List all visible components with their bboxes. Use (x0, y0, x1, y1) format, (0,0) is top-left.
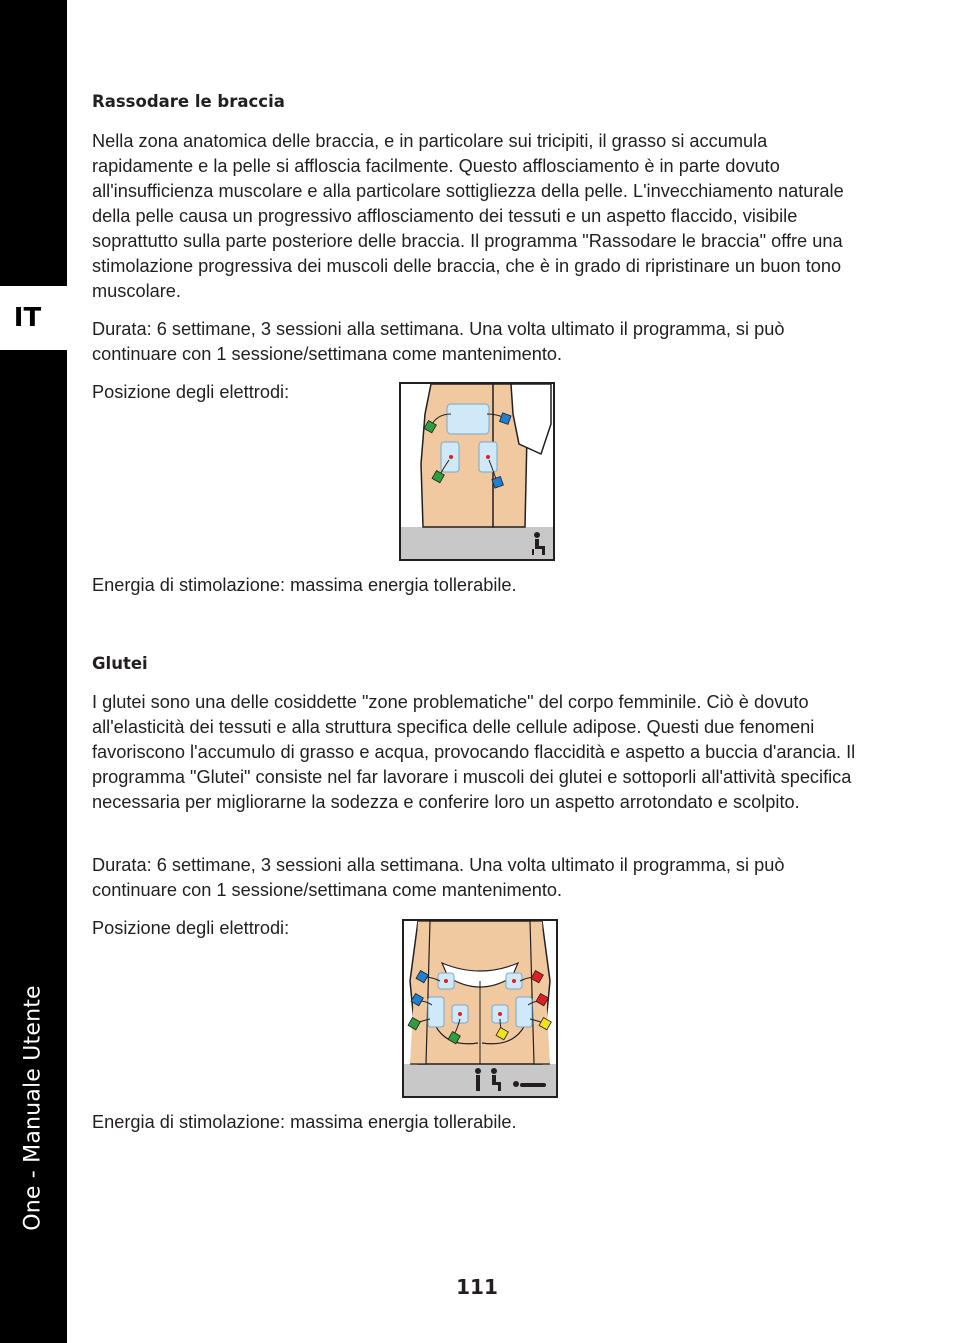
floor-area (401, 527, 553, 559)
section-arms-energy: Energia di stimolazione: massima energia tollerabile. (92, 575, 517, 595)
motor-point (486, 455, 490, 459)
glutes-electrode-figure (402, 919, 558, 1098)
section-arms-duration: Durata: 6 settimane, 3 sessioni alla settimana. Una volta ultimato il programma, si può continuare con 1 sessione/settimana come mantenimento. (92, 319, 785, 364)
language-tab: IT (0, 286, 67, 350)
motor-point (458, 1012, 462, 1016)
motor-point (449, 455, 453, 459)
section-heading-arms: Rassodare le braccia (92, 92, 285, 111)
arms-electrode-illustration (401, 384, 553, 559)
page-number: 111 (456, 1275, 498, 1299)
section-glutes-intro: I glutei sono una delle cosiddette "zone problematiche" del corpo femminile. Ciò è dovuto all'elasticità dei tessuti e alla struttura specifica delle cellule adipose. Questi due fenomeni favoriscono l'accumulo di grasso e acqua, provocando flaccidità e aspetto a buccia d'arancia. Il programma "Glutei" consiste nel far lavorare i muscoli dei glutei e sottoporli all'attività specifica necessaria per migliorarne la sodezza e conferire loro un aspetto arrotondato e scolpito. (92, 692, 856, 812)
electrode-pad (428, 997, 444, 1027)
glutes-electrode-illustration (404, 921, 556, 1096)
motor-point (444, 979, 448, 983)
sidebar (0, 0, 67, 1343)
electrode-pad (516, 997, 532, 1027)
section-arms-intro: Nella zona anatomica delle braccia, e in particolare sui tricipiti, il grasso si accumula rapidamente e la pelle si affloscia facilmente. Questo afflosciamento è in parte dovuto all'insufficienza muscolare e alla particolare sottigliezza della pelle. L'invecchiamento naturale della pelle causa un progressivo afflosciamento dei tessuti e un aspetto flaccido, visibile soprattutto sulla parte posteriore delle braccia. Il programma "Rassodare le braccia" offre una stimolazione progressiva dei muscoli delle braccia, che è in grado di ripristinare un buon tono muscolare. (92, 131, 844, 301)
manual-title: One - Manuale Utente (20, 985, 46, 1231)
section-glutes-duration: Durata: 6 settimane, 3 sessioni alla settimana. Una volta ultimato il programma, si può continuare con 1 sessione/settimana come mantenimento. (92, 855, 785, 900)
motor-point (498, 1012, 502, 1016)
motor-point (512, 979, 516, 983)
section-glutes-energy: Energia di stimolazione: massima energia tollerabile. (92, 1112, 517, 1132)
electrode-pad-upper (447, 404, 489, 434)
section-glutes-electrodes-label: Posizione degli elettrodi: (92, 918, 290, 938)
arms-electrode-figure (399, 382, 555, 561)
section-heading-glutes: Glutei (92, 654, 148, 673)
section-arms-electrodes-label: Posizione degli elettrodi: (92, 382, 290, 402)
